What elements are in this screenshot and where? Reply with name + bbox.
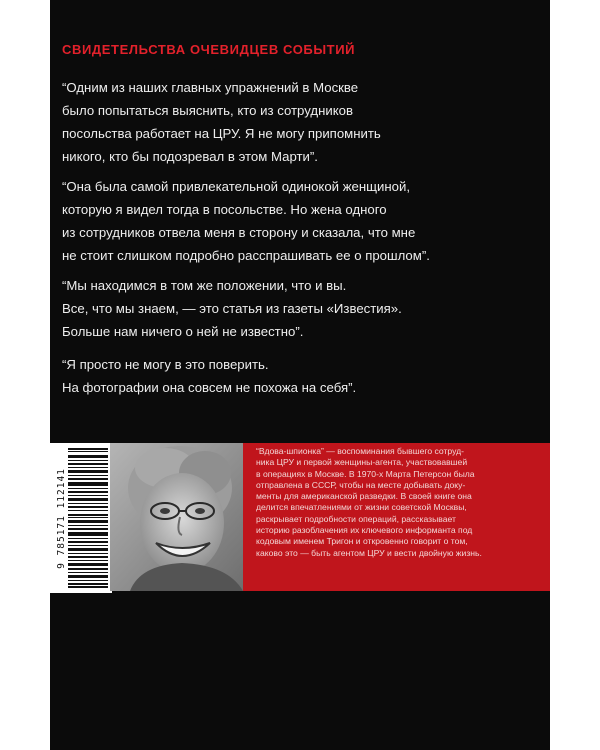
- quote-line: никого, кто бы подозревал в этом Марти”.: [62, 149, 318, 164]
- barcode-number: 9 785171 112141: [55, 467, 67, 569]
- info-panel: [50, 443, 550, 591]
- quote-line: было попытаться выяснить, кто из сотрудников: [62, 103, 353, 118]
- summary-line: историю разоблачения их ключевого информанта под: [256, 525, 473, 536]
- summary-line: ника ЦРУ и первой женщины-агента, участвовавшей: [256, 457, 468, 468]
- section-heading: СВИДЕТЕЛЬСТВА ОЧЕВИДЦЕВ СОБЫТИЙ: [62, 42, 356, 57]
- quote-block-1: [62, 76, 381, 168]
- quote-line: “Она была самой привлекательной одинокой женщиной,: [62, 179, 410, 194]
- summary-line: кодовым именем Тригон и откровенно говорит о том,: [256, 536, 468, 547]
- quote-line: посольства работает на ЦРУ. Я не могу припомнить: [62, 126, 381, 141]
- quote-block-2: [62, 175, 430, 267]
- summary-line: отправлена в СССР, чтобы на месте добывать доку-: [256, 479, 466, 490]
- quote-line: которую я видел тогда в посольстве. Но жена одного: [62, 202, 387, 217]
- summary-line: раскрывает подробности операций, рассказывает: [256, 513, 456, 524]
- summary-line: в операциях в Москве. В 1970-х Марта Петерсон была: [256, 468, 475, 479]
- quote-line: Все, что мы знаем, — это статья из газеты «Известия».: [62, 301, 402, 316]
- quote-line: из сотрудников отвела меня в сторону и сказала, что мне: [62, 225, 416, 240]
- summary-line: каково это — быть агентом ЦРУ и вести двойную жизнь.: [256, 547, 482, 558]
- quote-block-3: [62, 274, 402, 343]
- quote-line: На фотографии она совсем не похожа на себя”.: [62, 380, 357, 395]
- quote-block-4: [62, 353, 356, 399]
- quote-line: Больше нам ничего о ней не известно”.: [62, 324, 304, 339]
- barcode: [50, 443, 112, 593]
- author-photo: [110, 443, 243, 591]
- portrait-image: [110, 443, 243, 591]
- summary-line: менты для американской разведки. В своей книге она: [256, 491, 472, 502]
- quote-line: “Мы находимся в том же положении, что и вы.: [62, 278, 347, 293]
- quote-line: “Я просто не могу в это поверить.: [62, 357, 269, 372]
- summary-line: “Вдова-шпионка” — воспоминания бывшего сотруд-: [256, 446, 464, 456]
- quote-line: “Одним из наших главных упражнений в Москве: [62, 80, 359, 95]
- summary-line: делится впечатлениями от жизни советской Москвы,: [256, 502, 467, 513]
- quote-line: не стоит слишком подробно расспрашивать ее о прошлом”.: [62, 248, 430, 263]
- book-summary: [256, 446, 542, 559]
- barcode-bars: [68, 448, 108, 588]
